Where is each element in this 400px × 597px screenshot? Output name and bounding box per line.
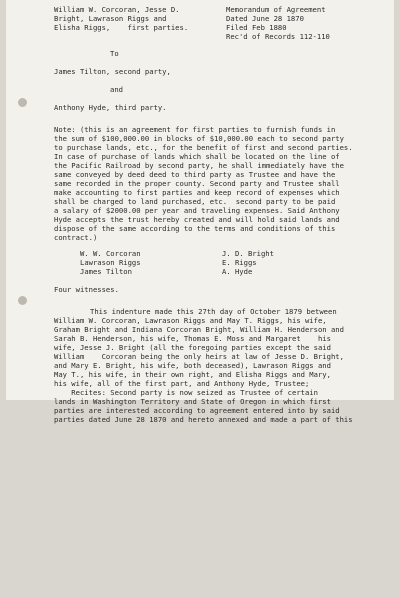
indenture-paragraph [6, 307, 394, 588]
signature-left: W. W. Corcoran [80, 249, 141, 258]
to-label: To [110, 49, 119, 58]
indenture-line: William W. Corcoran, Lawrason Riggs and May T. Riggs, his wife, [54, 316, 327, 325]
memo-title: Memorandum of Agreement [226, 5, 326, 14]
indenture-line: This indenture made this 27th day of October 1879 between [90, 307, 337, 316]
and-label: and [110, 85, 123, 94]
note-line: contract.) [54, 233, 98, 242]
signature-right: J. D. Bright [222, 249, 274, 258]
indenture-line: Recites: Second party is now seized as Trustee of certain [54, 388, 318, 397]
note-line: make accounting to first parties and keep record of expenses which [54, 188, 340, 197]
indenture-line: lands in Washington Territory and State of Oregon in which first [54, 397, 331, 406]
note-line: dispose of the same according to the terms and conditions of this [54, 224, 336, 233]
punch-hole [18, 296, 27, 305]
note-line: shall be charged to land purchased, etc. second party to be paid [54, 197, 336, 206]
second-party: James Tilton, second party, [54, 67, 171, 76]
note-line: same recorded in the proper county. Second party and Trustee shall [54, 179, 340, 188]
indenture-line: and Mary E. Bright, his wife, both deceased), Lawrason Riggs and [54, 361, 331, 370]
indenture-line: Sarah B. Henderson, his wife, Thomas E. Moss and Margaret his [54, 334, 331, 343]
note-line: the Pacific Railroad by second party, he shall immediately have the [54, 161, 344, 170]
signature-right: A. Hyde [222, 267, 253, 276]
note-line: a salary of $2000.00 per year and traveling expenses. Said Anthony [54, 206, 340, 215]
indenture-line: William Corcoran being the only heirs at law of Jesse D. Bright, [54, 352, 344, 361]
first-parties-line: William W. Corcoran, Jesse D. [54, 5, 180, 14]
witnesses-line: Four witnesses. [54, 285, 119, 294]
third-party: Anthony Hyde, third party. [54, 103, 167, 112]
document-page [6, 0, 394, 424]
note-line: same conveyed by deed deed to third party as Trustee and have the [54, 170, 336, 179]
first-parties-line: Elisha Riggs, first parties. [54, 23, 189, 32]
signature-left: Lawrason Riggs [80, 258, 141, 267]
indenture-line: Graham Bright and Indiana Corcoran Bright, William H. Henderson and [54, 325, 344, 334]
indenture-line: parties are interested according to agreement entered into by said [54, 406, 340, 415]
signature-right: E. Riggs [222, 258, 257, 267]
memo-records: Rec'd of Records 112-110 [226, 32, 330, 41]
indenture-line: wife, Jesse J. Bright (all the foregoing parties except the said [54, 343, 331, 352]
signature-left: James Tilton [80, 267, 132, 276]
note-line: Hyde accepts the trust hereby created and will hold said lands and [54, 215, 340, 224]
first-parties-line: Bright, Lawrason Riggs and [54, 14, 167, 23]
indenture-line: May T., his wife, in their own right, and Elisha Riggs and Mary, [54, 370, 331, 379]
note-line: In case of purchase of lands which shall be located on the line of [54, 152, 340, 161]
memo-dated: Dated June 28 1870 [226, 14, 304, 23]
indenture-line: his wife, all of the first part, and Anthony Hyde, Trustee; [54, 379, 310, 388]
indenture-line: parties dated June 28 1870 and hereto annexed and made a part of this [54, 415, 353, 424]
memo-filed: Filed Feb 1880 [226, 23, 287, 32]
note-line: the sum of $100,000.00 in blocks of $10,000.00 each to second party [54, 134, 344, 143]
punch-hole [18, 98, 27, 107]
note-line: Note: (this is an agreement for first parties to furnish funds in [54, 125, 336, 134]
note-line: to purchase lands, etc., for the benefit of first and second parties. [54, 143, 353, 152]
